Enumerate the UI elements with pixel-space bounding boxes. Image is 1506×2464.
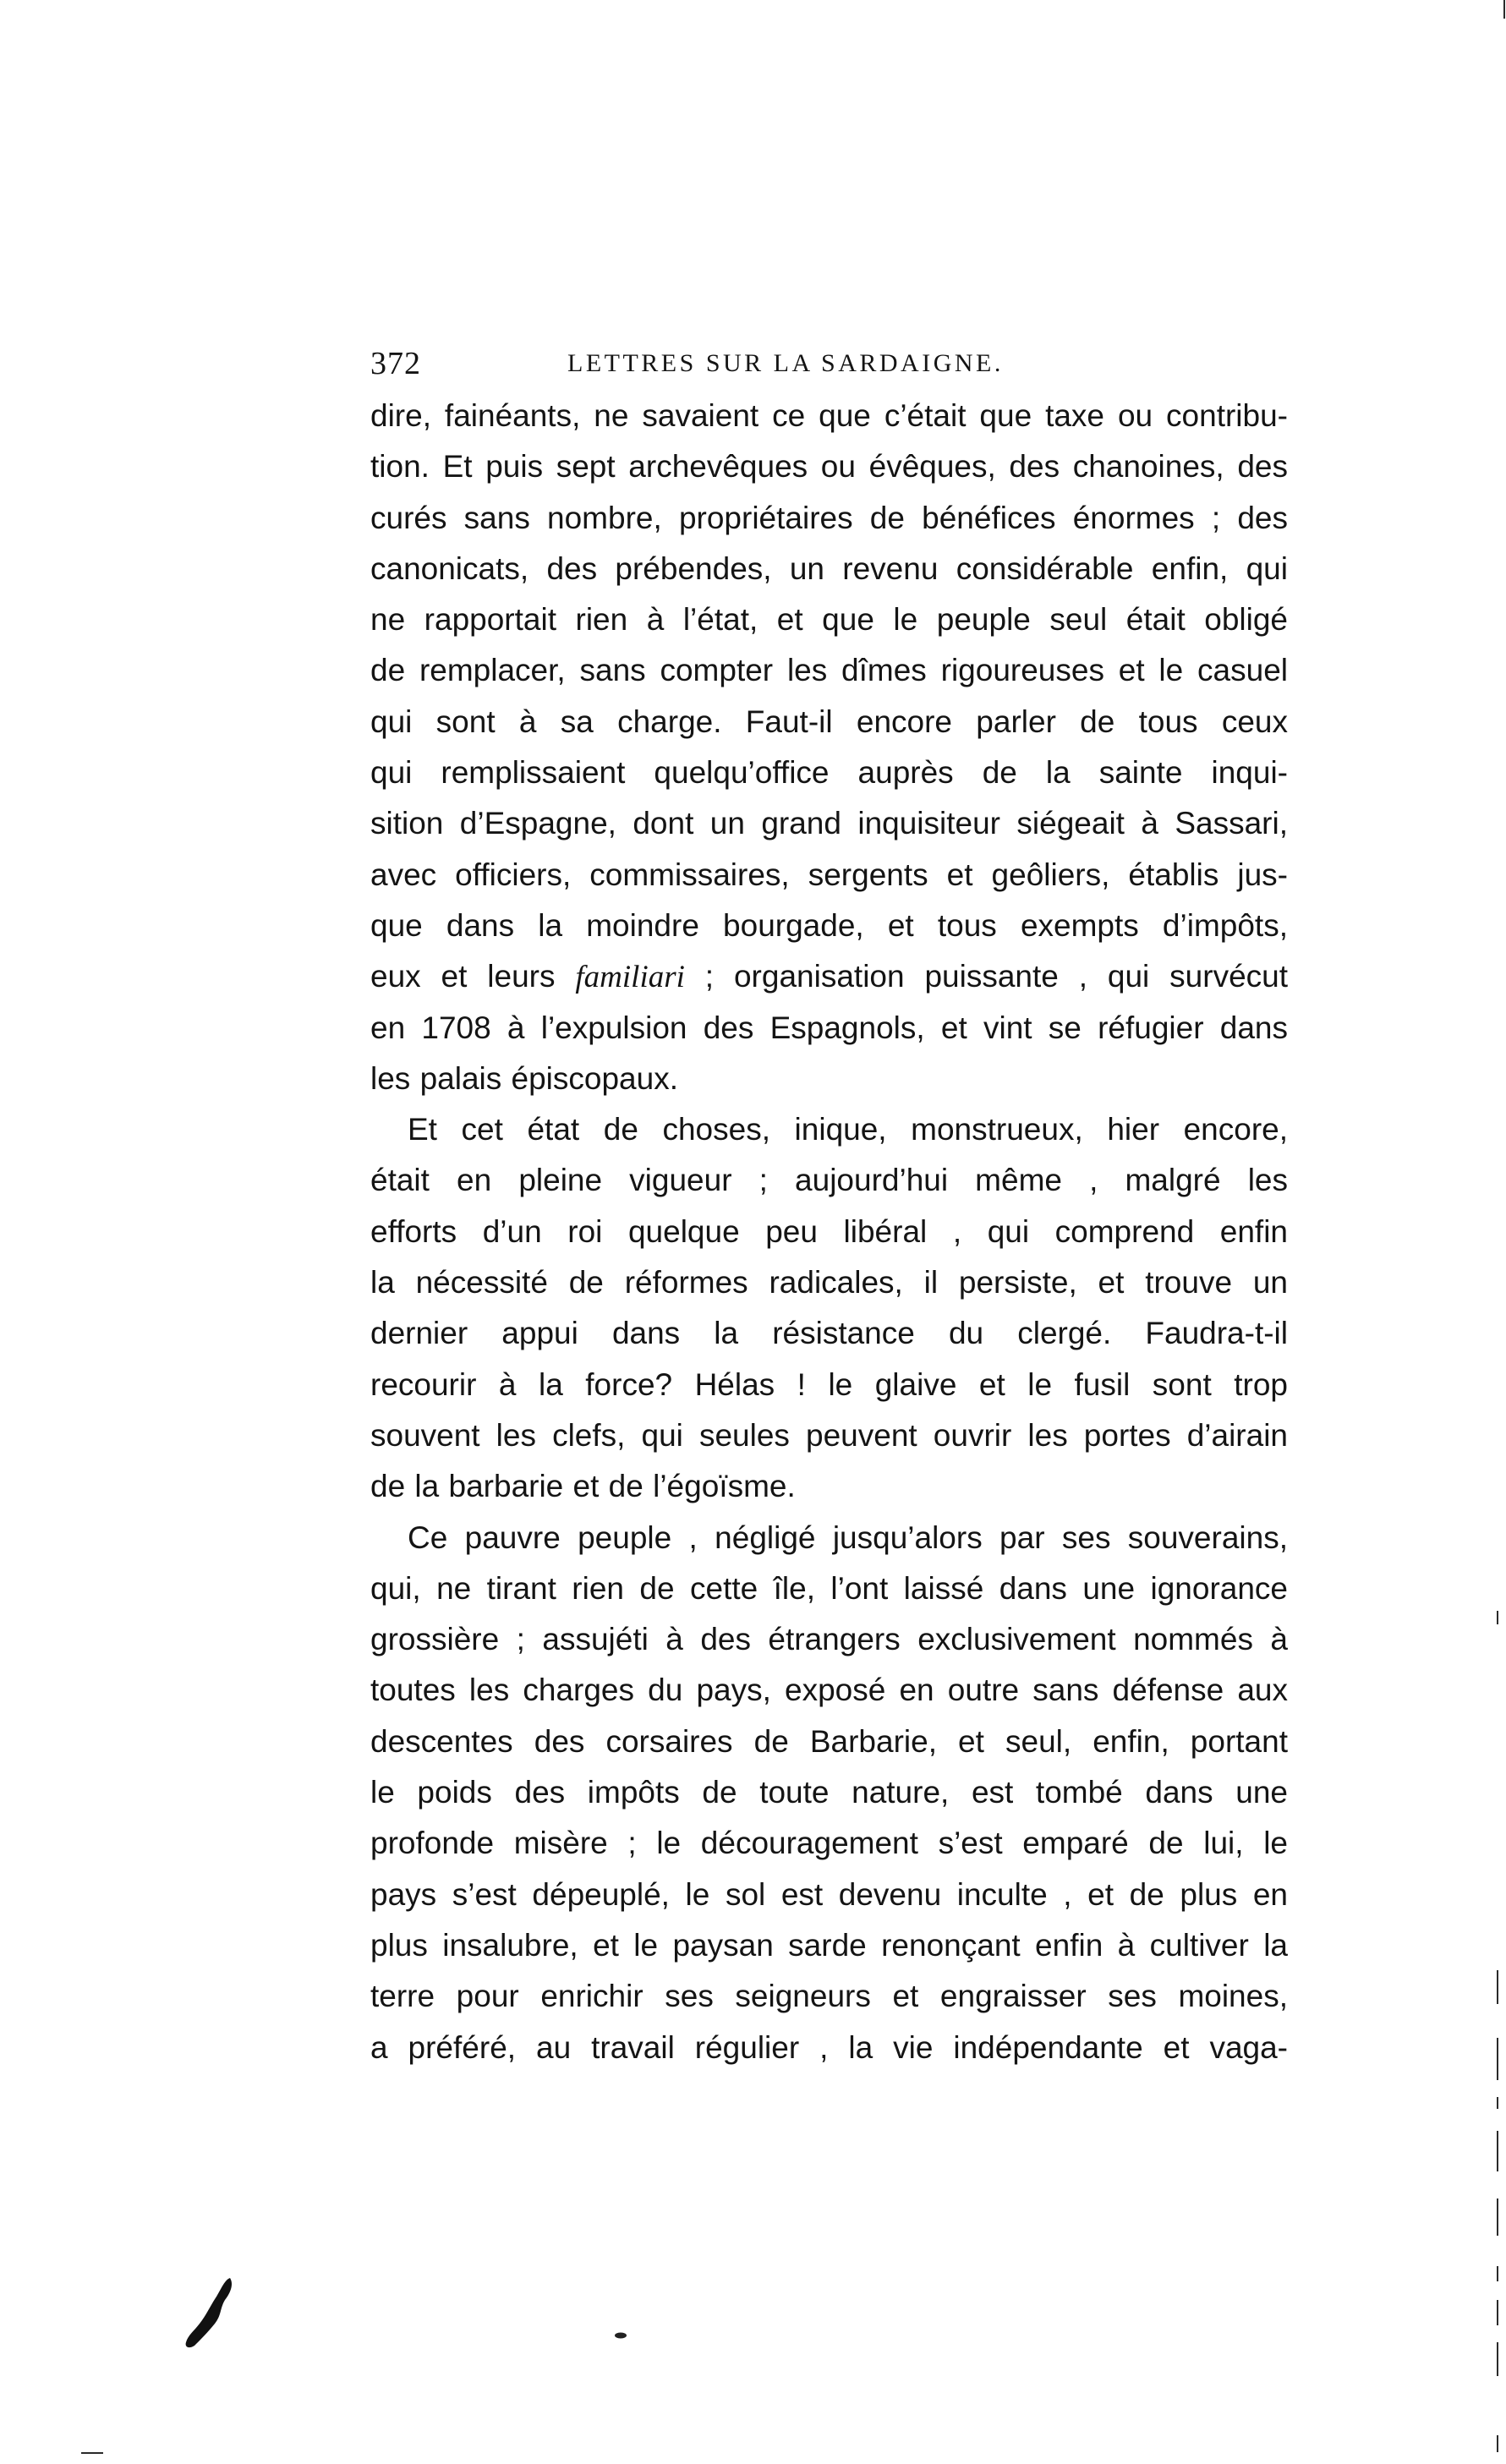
text-line: qui, ne tirant rien de cette île, l’ont laissé dans une ignorance — [370, 1570, 1288, 1606]
text-line: avec officiers, commissaires, sergents et geôliers, établis jus- — [370, 857, 1288, 892]
ink-speck — [614, 2331, 627, 2340]
scan-mark — [1497, 2342, 1498, 2376]
text-line: souvent les clefs, qui seules peuvent ouvrir les portes d’airain — [370, 1417, 1288, 1453]
body-text — [370, 391, 1288, 2073]
ink-blot — [181, 2275, 240, 2351]
text-line: pays s’est dépeuplé, le sol est devenu inculte , et de plus en — [370, 1876, 1288, 1912]
scan-mark — [1497, 2038, 1498, 2080]
scan-mark — [81, 2452, 103, 2454]
scan-mark — [1497, 1611, 1498, 1624]
running-head — [370, 338, 1288, 389]
text-line: en 1708 à l’expulsion des Espagnols, et vint se réfugier dans — [370, 1010, 1288, 1045]
line-segment: eux et leurs — [370, 959, 576, 994]
text-line: efforts d’un roi quelque peu libéral , qui comprend enfin — [370, 1213, 1288, 1249]
text-line: descentes des corsaires de Barbarie, et seul, enfin, portant — [370, 1723, 1288, 1759]
scan-mark — [1497, 2198, 1498, 2236]
scan-mark — [1497, 2300, 1498, 2325]
running-title: LETTRES SUR LA SARDAIGNE. — [567, 349, 1004, 377]
text-line: terre pour enrichir ses seigneurs et engraisser ses moines, — [370, 1979, 1288, 2014]
scan-mark — [1497, 1970, 1498, 2004]
text-line: dire, fainéants, ne savaient ce que c’était que taxe ou contribu- — [370, 398, 1288, 433]
text-line: curés sans nombre, propriétaires de bénéfices énormes ; des — [370, 500, 1288, 535]
text-line: qui remplissaient quelqu’office auprès de la sainte inqui- — [370, 755, 1288, 791]
italic-term: familiari — [575, 960, 685, 995]
text-line: les palais épiscopaux. — [370, 1060, 678, 1096]
text-line: recourir à la force? Hélas ! le glaive et le fusil sont trop — [370, 1366, 1288, 1402]
text-line: Ce pauvre peuple , négligé jusqu’alors par ses souverains, — [408, 1519, 1288, 1555]
line-segment: ; organisation puissante , qui survécut — [684, 959, 1288, 994]
text-line: la nécessité de réformes radicales, il persiste, et trouve un — [370, 1265, 1288, 1300]
text-line: était en pleine vigueur ; aujourd’hui même , malgré les — [370, 1163, 1288, 1198]
scan-mark — [1497, 2131, 1498, 2171]
text-line: canonicats, des prébendes, un revenu considérable enfin, qui — [370, 550, 1288, 586]
text-line: plus insalubre, et le paysan sarde renonçant enfin à cultiver la — [370, 1927, 1288, 1963]
text-line: sition d’Espagne, dont un grand inquisiteur siégeait à Sassari, — [370, 806, 1288, 841]
text-line: que dans la moindre bourgade, et tous exempts d’impôts, — [370, 907, 1288, 943]
text-line: tion. Et puis sept archevêques ou évêques, des chanoines, des — [370, 449, 1288, 485]
text-line: a préféré, au travail régulier , la vie indépendante et vaga- — [370, 2029, 1288, 2065]
scan-mark — [1497, 2435, 1498, 2452]
text-line: Et cet état de choses, inique, monstrueux, hier encore, — [408, 1112, 1288, 1147]
page-number: 372 — [370, 346, 421, 381]
text-line: profonde misère ; le découragement s’est emparé de lui, le — [370, 1826, 1288, 1861]
scan-mark — [1503, 0, 1505, 19]
text-line: dernier appui dans la résistance du clergé. Faudra-t-il — [370, 1316, 1288, 1351]
text-line: qui sont à sa charge. Faut-il encore parler de tous ceux — [370, 704, 1288, 739]
text-line: le poids des impôts de toute nature, est tombé dans une — [370, 1775, 1288, 1810]
scan-mark — [1497, 2266, 1498, 2281]
text-line: toutes les charges du pays, exposé en outre sans défense aux — [370, 1673, 1288, 1708]
text-line: de la barbarie et de l’égoïsme. — [370, 1469, 796, 1504]
text-line: ne rapportait rien à l’état, et que le peuple seul était obligé — [370, 602, 1288, 638]
text-line: grossière ; assujéti à des étrangers exclusivement nommés à — [370, 1622, 1288, 1657]
text-line-with-italic — [370, 951, 1288, 1002]
scan-mark — [1497, 2097, 1498, 2109]
text-line: de remplacer, sans compter les dîmes rigoureuses et le casuel — [370, 653, 1288, 688]
